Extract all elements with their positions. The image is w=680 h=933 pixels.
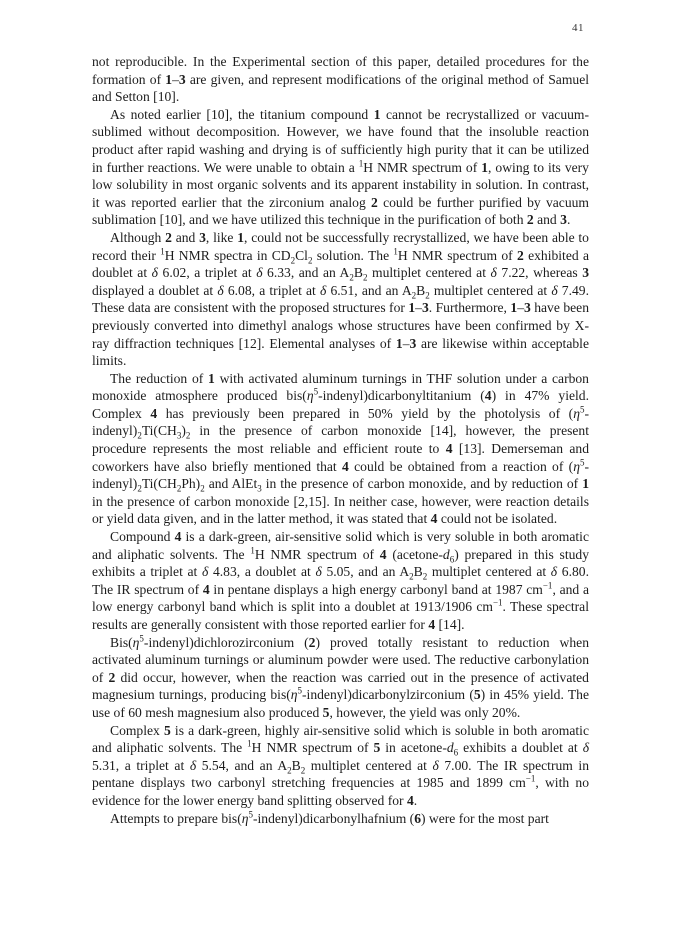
text-run-b: 2 <box>516 247 524 263</box>
text-run: , however, the yield was only 20%. <box>329 704 521 720</box>
paragraph-2 <box>92 106 589 229</box>
text-run: -indenyl)dicarbonylhafnium ( <box>253 810 415 826</box>
paragraph-8 <box>92 810 589 828</box>
text-run: -indenyl) <box>92 405 589 439</box>
text-run-sup: 5 <box>139 633 144 644</box>
text-run: As noted earlier [10], the titanium compound <box>110 106 374 122</box>
text-run-b: 1 <box>582 476 589 492</box>
text-run-sub: 2 <box>290 255 296 266</box>
text-run: -indenyl)dichlorozirconium ( <box>143 634 309 650</box>
text-run-i: η <box>573 458 580 474</box>
text-run-sub: 2 <box>185 431 191 442</box>
text-run-sup: 1 <box>247 738 252 749</box>
text-run: Cl <box>295 247 308 263</box>
text-run: – <box>415 300 422 316</box>
text-run: , and a low energy carbonyl band which is split into a doublet at 1913/1906 cm <box>92 581 589 615</box>
text-run: . <box>566 212 571 228</box>
text-run: 7.00. The IR spectrum in pentane displays two carbonyl stretching frequencies at 1985 and 1899 cm <box>92 757 589 791</box>
text-run-b: 1 <box>481 159 489 175</box>
text-run-b: 4 <box>174 529 182 545</box>
text-run: Bis( <box>110 634 133 650</box>
text-run-sup: 5 <box>579 404 585 415</box>
text-run-b: 4 <box>406 792 414 808</box>
text-run-b: 1 <box>237 229 245 245</box>
paragraph-5 <box>92 528 589 634</box>
text-run: . <box>413 792 418 808</box>
text-run-i: δ <box>490 265 497 281</box>
text-run: ) prepared in this study exhibits a triplet at <box>92 546 589 580</box>
text-run-b: 3 <box>582 265 589 281</box>
text-run-b: 4 <box>342 458 349 474</box>
text-run: B <box>413 564 423 580</box>
text-run: , with no evidence for the lower energy band splitting observed for <box>92 775 589 808</box>
text-run-i: η <box>132 634 140 650</box>
text-run-sup: 5 <box>248 809 253 819</box>
article-body <box>92 53 589 827</box>
text-run-b: 4 <box>445 441 453 457</box>
paragraph-6 <box>92 634 589 722</box>
text-run-b: 3 <box>178 71 186 87</box>
text-run: in the presence of carbon monoxide [2,15]. In neither case, however, were reaction details or yield data given, and in the latter method, it was stated that <box>92 493 589 527</box>
text-run-i: δ <box>550 564 558 580</box>
text-run: did occur, however, when the reaction was carried out in the presence of activated magnesium turnings, producing bis( <box>92 669 589 703</box>
text-run: in the presence of carbon monoxide, and by reduction of <box>261 476 583 492</box>
text-run: exhibits a doublet at <box>458 740 583 756</box>
text-run-sub: 3 <box>176 431 182 442</box>
text-run: solution. The <box>312 247 394 263</box>
text-run-sup: 1 <box>160 246 165 256</box>
text-run-b: 1 <box>395 335 403 351</box>
text-run: ) <box>181 423 186 439</box>
text-run: is a dark-green, highly air-sensitive solid which is soluble in both aromatic and aliphatic solvents. The <box>92 722 589 756</box>
text-run-b: 2 <box>371 194 378 210</box>
text-run: – <box>172 71 179 87</box>
text-run: -indenyl) <box>92 458 589 492</box>
text-run: Complex <box>110 722 164 738</box>
text-run-b: 3 <box>409 335 417 351</box>
text-run: 4.83, a doublet at <box>208 564 316 580</box>
text-run: could be further purified by vacuum sublimation [10], and we have utilized this technique in the purification of both <box>92 194 589 228</box>
text-run-sub: 2 <box>409 571 414 582</box>
text-run-b: 4 <box>484 388 492 404</box>
text-run-b: 4 <box>430 511 438 527</box>
text-run: 7.49. These data are consistent with the proposed structures for <box>92 282 589 316</box>
text-run-sub: 6 <box>449 554 455 565</box>
text-run: H NMR spectrum of <box>251 740 374 756</box>
text-run-i: δ <box>432 757 439 773</box>
text-run-b: 1 <box>165 71 173 87</box>
text-run: and <box>171 229 200 245</box>
text-run: , could not be successfully recrystallized, we have been able to record their <box>92 229 589 263</box>
text-run: Ti(CH <box>141 423 177 439</box>
text-run: multiplet centered at <box>305 757 433 773</box>
text-run-b: 1 <box>408 300 416 316</box>
text-run-sub: 2 <box>137 483 142 494</box>
text-run: H NMR spectra in CD <box>164 247 291 263</box>
text-run: with activated aluminum turnings in THF solution under a carbon monoxide atmosphere produced bis( <box>92 370 589 404</box>
text-run: and <box>533 212 561 228</box>
text-run-i: δ <box>319 282 327 298</box>
text-run: cannot be recrystallized or vacuum-sublimed without decomposition. However, we have found that the insoluble reaction product after rapid washing and drying is of sufficiently high purity that it can be utilized in further reactions. We were unable to obtain a <box>92 106 590 175</box>
text-run: are given, and represent modifications of the original method of Samuel and Setton [10]. <box>92 71 590 105</box>
text-run: Ph) <box>181 476 201 492</box>
text-run: Attempts to prepare bis( <box>110 810 242 826</box>
text-run-i: δ <box>551 282 558 298</box>
text-run: The reduction of <box>110 370 209 386</box>
text-run-i: η <box>306 388 314 404</box>
text-run-i: δ <box>582 740 590 756</box>
text-run: in pentane displays a high energy carbonyl band at 1987 cm <box>209 581 543 597</box>
text-run: ) proved totally resistant to reduction when activated aluminum turnings or aluminum powder were used. The reductive carbonylation of <box>92 634 589 685</box>
text-run-sup: 1 <box>358 158 364 169</box>
text-run-sup: 5 <box>297 685 303 696</box>
text-run-sub: 2 <box>300 765 306 776</box>
text-run-sup: 5 <box>579 457 585 468</box>
text-run-b: 5 <box>473 687 481 703</box>
text-run: . Furthermore, <box>428 300 511 316</box>
text-run-i: δ <box>217 282 224 298</box>
text-run-sup: 5 <box>313 386 319 397</box>
text-run: H NMR spectrum of <box>397 247 517 263</box>
text-run: 6.33, and an A <box>262 265 350 281</box>
text-run-sub: 2 <box>362 272 368 283</box>
text-run: 6.08, a triplet at <box>223 282 320 298</box>
paragraph-1 <box>92 53 589 106</box>
text-run: 7.22, whereas <box>496 265 583 281</box>
text-run-i: d <box>446 740 454 756</box>
text-run-sub: 2 <box>422 571 428 582</box>
text-run: Ti(CH <box>141 476 177 492</box>
text-run-b: 3 <box>523 300 531 316</box>
text-run-sub: 2 <box>137 431 142 442</box>
text-run-b: 2 <box>526 212 534 228</box>
text-run: are likewise within acceptable limits. <box>92 335 589 369</box>
text-run-sub: 2 <box>425 290 430 301</box>
text-run: in acetone- <box>380 740 447 756</box>
text-run-i: η <box>241 810 249 826</box>
text-run-b: 3 <box>199 229 206 245</box>
text-run-b: 5 <box>373 740 381 756</box>
text-run-b: 1 <box>208 370 215 386</box>
text-run-i: δ <box>189 757 197 773</box>
text-run: have been previously converted into dimethyl analogs whose structures have been confirmed by X-ray diffraction techniques [12]. Elemental analyses of <box>92 300 589 351</box>
text-run-sub: 2 <box>349 272 354 283</box>
text-run: multiplet centered at <box>429 282 552 298</box>
text-run: H NMR spectrum of <box>363 159 482 175</box>
text-run: (acetone- <box>386 546 443 562</box>
text-run-sub: 2 <box>411 290 417 301</box>
text-run: , owing to its very low solubility in most organic solvents and its apparent instability in solution. In contrast, it was reported earlier that the zirconium analog <box>92 159 589 210</box>
text-run-sup: 1 <box>250 545 255 556</box>
text-run: not reproducible. In the Experimental section of this paper, detailed procedures for the formation of <box>92 54 589 87</box>
text-run-b: 1 <box>510 300 518 316</box>
page-number: 41 <box>572 22 584 34</box>
text-run: ) in 47% yield. Complex <box>92 388 589 421</box>
text-run-b: 2 <box>308 634 316 650</box>
text-run: , like <box>205 229 238 245</box>
text-run-i: δ <box>315 564 322 580</box>
text-run: 6.51, and an A <box>326 282 412 298</box>
text-run: 6.80. The IR spectrum of <box>92 564 589 597</box>
text-run: . These spectral results are generally consistent with those reported earlier for <box>92 599 589 632</box>
text-run-b: 5 <box>322 704 330 720</box>
text-run: and AlEt <box>204 476 258 492</box>
text-run-b: 4 <box>150 405 158 421</box>
text-run-b: 5 <box>163 722 171 738</box>
text-run-b: 6 <box>414 810 421 826</box>
text-run: has previously been prepared in 50% yield by the photolysis of ( <box>157 405 574 421</box>
text-run-sub: 6 <box>453 747 459 758</box>
text-run: -indenyl)dicarbonylzirconium ( <box>302 687 474 703</box>
text-run-sup: −1 <box>525 773 536 784</box>
text-run-b: 2 <box>165 229 172 245</box>
text-run-i: d <box>442 546 450 562</box>
text-run: exhibited a doublet at <box>92 247 589 281</box>
text-run-i: η <box>290 687 298 703</box>
text-run-b: 4 <box>202 581 210 597</box>
text-run-sub: 2 <box>200 483 205 494</box>
text-run: B <box>416 282 426 298</box>
text-run: ) in 45% yield. The use of 60 mesh magnesium also produced <box>92 687 589 720</box>
text-run: B <box>291 757 301 773</box>
text-run-b: 4 <box>428 617 436 632</box>
text-run: ) were for the most part <box>420 810 549 826</box>
paragraph-4 <box>92 370 589 528</box>
text-run: -indenyl)dicarbonyltitanium ( <box>318 388 485 404</box>
text-run: in the presence of carbon monoxide [14], however, the present procedure represents the most reliable and efficient route to <box>92 423 589 457</box>
text-run: 5.31, a triplet at <box>92 757 190 773</box>
text-run: B <box>353 265 363 281</box>
text-run: is a dark-green, air-sensitive solid which is very soluble in both aromatic and aliphatic solvents. The <box>92 529 589 562</box>
text-run: Although <box>110 229 166 245</box>
text-run: 5.54, and an A <box>196 757 288 773</box>
text-run-i: δ <box>151 265 158 281</box>
text-run-sup: 1 <box>393 246 398 256</box>
text-run-b: 2 <box>108 669 116 685</box>
text-run: – <box>517 300 524 316</box>
text-run: displayed a doublet at <box>92 282 218 298</box>
text-run: – <box>402 335 410 351</box>
text-run-b: 3 <box>560 212 567 228</box>
text-run-sub: 2 <box>176 483 182 494</box>
text-run-i: δ <box>202 564 209 580</box>
text-run: could not be isolated. <box>437 511 558 527</box>
text-run-sup: −1 <box>492 597 503 608</box>
text-run-b: 1 <box>373 106 381 122</box>
text-run: 5.05, and an A <box>321 564 410 580</box>
text-run: Compound <box>110 529 175 545</box>
text-run-b: 4 <box>379 546 387 562</box>
text-run: 6.02, a triplet at <box>158 265 257 281</box>
text-run: [14]. <box>435 617 465 632</box>
text-run-b: 3 <box>421 300 429 316</box>
text-run: multiplet centered at <box>367 265 491 281</box>
text-run-sub: 2 <box>307 255 313 266</box>
text-run-sub: 3 <box>257 483 262 494</box>
text-run-sub: 2 <box>287 765 292 776</box>
text-run-sup: −1 <box>542 580 553 591</box>
text-run: H NMR spectrum of <box>254 546 380 562</box>
paragraph-7 <box>92 722 589 810</box>
text-run: [13]. Demerseman and coworkers have also briefly mentioned that <box>92 441 589 474</box>
text-run-i: δ <box>256 265 263 281</box>
text-run-i: η <box>573 405 580 421</box>
text-run: multiplet centered at <box>427 564 551 580</box>
text-run: could be obtained from a reaction of ( <box>348 458 574 474</box>
paragraph-3 <box>92 229 589 370</box>
